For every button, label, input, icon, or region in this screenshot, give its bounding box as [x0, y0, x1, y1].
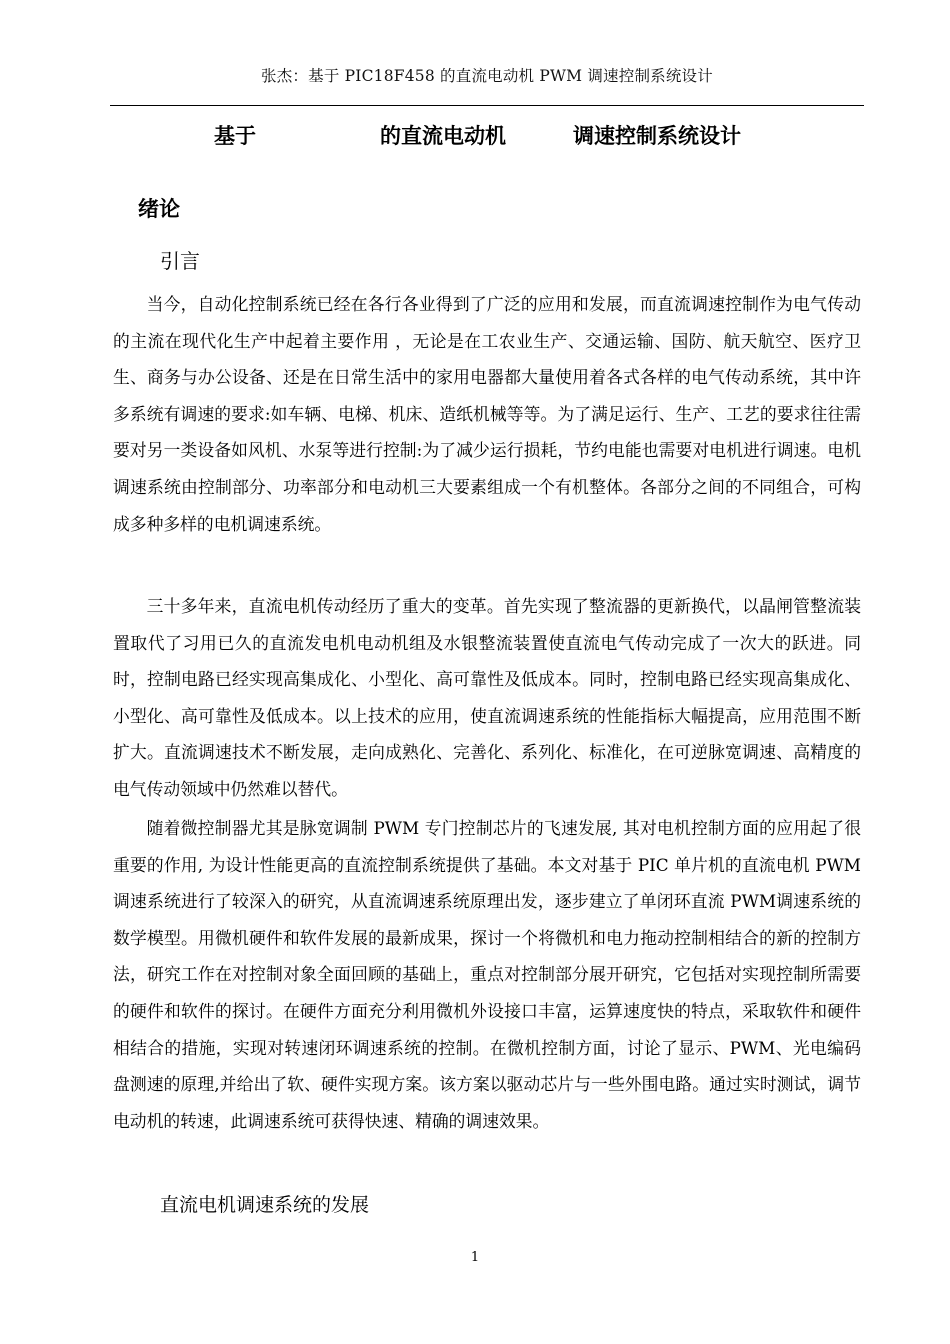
paragraph-2: 三十多年来，直流电机传动经历了重大的变革。首先实现了整流器的更新换代，以晶闸管整流装置取代了习用已久的直流发电机电动机组及水银整流装置使直流电气传动完成了一次大的跃进。同时，控制电路已经实现高集成化、小型化、高可靠性及低成本。同时，控制电路已经实现高集成化、小型化、高可靠性及低成本。以上技术的应用，使直流调速系统的性能指标大幅提高，应用范围不断扩大。直流调速技术不断发展，走向成熟化、完善化、系列化、标准化，在可逆脉宽调速、高精度的电气传动领域中仍然难以替代。 [113, 596, 861, 799]
section-heading-development: 直流电机调速系统的发展 [160, 1194, 370, 1216]
paragraph-1: 当今，自动化控制系统已经在各行各业得到了广泛的应用和发展，而直流调速控制作为电气传动的主流在现代化生产中起着主要作用 ，无论是在工农业生产、交通运输、国防、航天航空、医疗卫生、商务与办公设备、还是在日常生活中的家用电器都大量使用着各式各样的电气传动系统，其中许多系统有调速的要求:如车辆、电梯、机床、造纸机械等等。为了满足运行、生产、工艺的要求往往需要对另一类设备如风机、水泵等进行控制:为了减少运行损耗，节约电能也需要对电机进行调速。电机调速系统由控制部分、功率部分和电动机三大要素组成一个有机整体。各部分之间的不同组合，可构成多种多样的电机调速系统。 [113, 294, 861, 534]
title-part-2: 的直流电动机 [380, 124, 506, 148]
page-number: 1 [470, 1250, 480, 1265]
title-part-3: 调速控制系统设计 [573, 124, 741, 148]
document-title [0, 118, 950, 152]
paragraph-3: 随着微控制器尤其是脉宽调制 PWM 专门控制芯片的飞速发展, 其对电机控制方面的应用起了很重要的作用, 为设计性能更高的直流控制系统提供了基础。本文对基于 PIC 单片机的直流电机 PWM 调速系统进行了较深入的研究，从直流调速系统原理出发，逐步建立了单闭环直流 PWM调速系统的数学模型。用微机硬件和软件发展的最新成果，探讨一个将微机和电力拖动控制相结合的新的控制方法，研究工作在对控制对象全面回顾的基础上，重点对控制部分展开研究，它包括对实现控制所需要的硬件和软件的探讨。在硬件方面充分利用微机外设接口丰富，运算速度快的特点，采取软件和硬件相结合的措施，实现对转速闭环调速系统的控制。在微机控制方面，讨论了显示、PWM、光电编码盘测速的原理,并给出了软、硬件实现方案。该方案以驱动芯片与一些外围电路。通过实时测试，调节电动机的转速，此调速系统可获得快速、精确的调速效果。 [113, 818, 861, 1131]
running-header: 张杰：基于 PIC18F458 的直流电动机 PWM 调速控制系统设计 [261, 67, 713, 85]
header-rule [110, 105, 864, 106]
title-part-1: 基于 [214, 124, 256, 148]
section-heading-intro: 引言 [160, 249, 200, 273]
chapter-heading: 绪论 [138, 197, 180, 221]
